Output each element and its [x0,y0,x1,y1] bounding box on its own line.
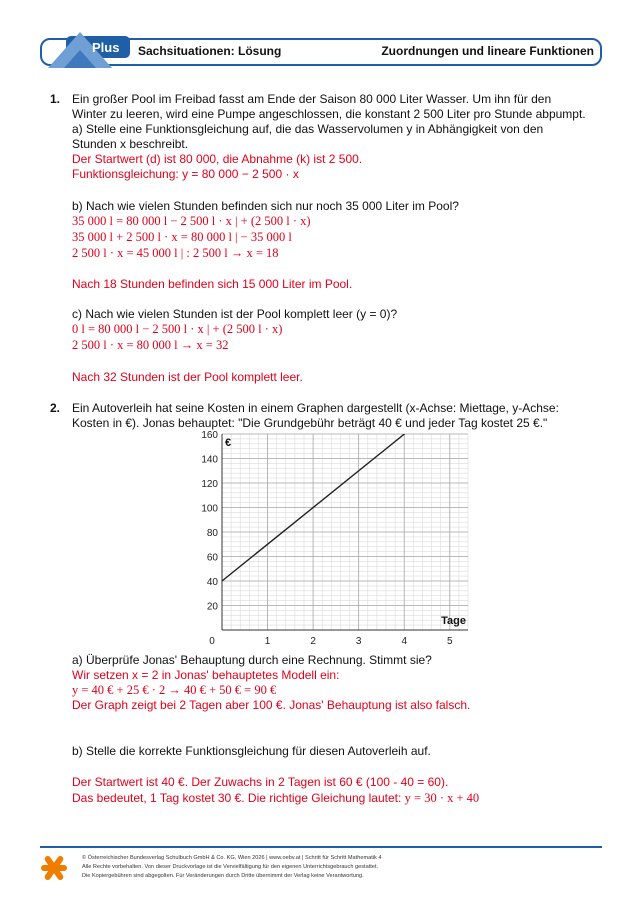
task2-a-answer-2: y = 40 € + 25 € · 2 → 40 € + 50 € = 90 € [72,683,277,697]
task1-b-math-2: 35 000 l + 2 500 l · x = 80 000 l | − 35 000 l [72,230,292,244]
x-tick-label: 3 [355,636,362,647]
task1-a-answer-2: Funktionsgleichung: y = 80 000 − 2 500 · x [72,167,299,181]
task2-b-answer-2 [72,791,479,806]
task1-c-math-2: 2 500 l · x = 80 000 l → x = 32 [72,338,229,352]
x-axis-label: Tage [441,615,466,627]
task1-b-math-1: 35 000 l = 80 000 l − 2 500 l · x | + (2 500 l · x) [72,214,311,228]
task1-b-math-3: 2 500 l · x = 45 000 l | : 2 500 l → x = 18 [72,246,279,260]
task1-c-question: c) Nach wie vielen Stunden ist der Pool komplett leer (y = 0)? [72,307,398,321]
task2-a-answer-1: Wir setzen x = 2 in Jonas' behauptetes Modell ein: [72,668,340,682]
footer-line-3: Die Kopiergebühren sind abgegolten. Für Veränderungen durch Dritte übernimmt der Verlag keine Verantwortung. [82,873,364,879]
task1-number: 1. [50,92,61,106]
origin-tick-label: 0 [209,636,215,647]
footer-line-1: © Österreichischer Bundesverlag Schulbuch GmbH & Co. KG, Wien 2026 | www.oebv.at | Schritt für Schritt Mathematik 4 [82,855,382,861]
task1-b-answer: Nach 18 Stunden befinden sich 15 000 Liter im Pool. [72,277,353,291]
y-tick-label: 20 [206,601,218,613]
topic-title: Zuordnungen und lineare Funktionen [381,44,594,58]
task2-intro-2: Kosten in €). Jonas behauptet: "Die Grundgebühr beträgt 40 € und jeder Tag kostet 25 €." [72,416,548,430]
task1-a-answer-1: Der Startwert (d) ist 80 000, die Abnahme (k) ist 2 500. [72,152,363,166]
x-tick-label: 4 [401,636,408,647]
task2-intro-1: Ein Autoverleih hat seine Kosten in einem Graphen dargestellt (x-Achse: Miettage, y-Achse: [72,401,559,415]
x-tick-label: 2 [310,636,316,647]
task2-a-question: a) Überprüfe Jonas' Behauptung durch eine Rechnung. Stimmt sie? [72,653,432,667]
footer-divider [40,846,602,848]
task1-intro-1: Ein großer Pool im Freibad fasst am Ende der Saison 80 000 Liter Wasser. Um ihn für den [72,92,552,106]
task1-intro-2: Winter zu leeren, wird eine Pumpe angeschlossen, die konstant 2 500 Liter pro Stunde abpumpt. [72,107,586,121]
task2-b-answer-2-text: Das bedeutet, 1 Tag kostet 30 €. Die richtige Gleichung lautet: [72,791,405,805]
y-tick-label: 140 [201,454,218,466]
task2-number: 2. [50,401,61,415]
task1-a-question-1: a) Stelle eine Funktionsgleichung auf, die das Wasservolumen y in Abhängigkeit von den [72,122,544,136]
task2-b-answer-1: Der Startwert ist 40 €. Der Zuwachs in 2 Tagen ist 60 € (100 - 40 = 60). [72,775,449,789]
task1-a-question-2: Stunden x beschreibt. [72,137,189,151]
task1-c-answer: Nach 32 Stunden ist der Pool komplett leer. [72,370,303,384]
y-tick-label: 120 [201,479,218,490]
task2-b-equation: y = 30 · x + 40 [404,791,480,805]
task2-b-question: b) Stelle die korrekte Funktionsgleichung für diesen Autoverleih auf. [72,744,431,758]
y-tick-label: 80 [206,528,218,539]
y-tick-label: 60 [206,552,218,564]
y-tick-label: 40 [206,577,218,588]
task2-a-answer-3: Der Graph zeigt bei 2 Tagen aber 100 €. Jonas' Behauptung ist also falsch. [72,698,471,712]
y-tick-label: 100 [201,503,218,515]
plus-logo [40,32,132,70]
x-tick-label: 1 [264,636,271,647]
series-line [222,432,407,581]
publisher-logo-icon [40,853,68,883]
logo-text: Plus [92,40,120,55]
x-tick-label: 5 [446,636,453,647]
task1-c-math-1: 0 l = 80 000 l − 2 500 l · x | + (2 500 l · x) [72,322,283,336]
cost-chart [196,424,476,649]
section-title: Sachsituationen: Lösung [138,44,282,58]
y-axis-label: € [225,437,232,449]
task1-b-question: b) Nach wie vielen Stunden befinden sich nur noch 35 000 Liter im Pool? [72,199,459,213]
footer-line-2: Alle Rechte vorbehalten. Von dieser Druckvorlage ist die Vervielfältigung für den eigenen Unterrichtsgebrauch gestattet. [82,864,379,870]
y-tick-label: 160 [201,430,218,441]
